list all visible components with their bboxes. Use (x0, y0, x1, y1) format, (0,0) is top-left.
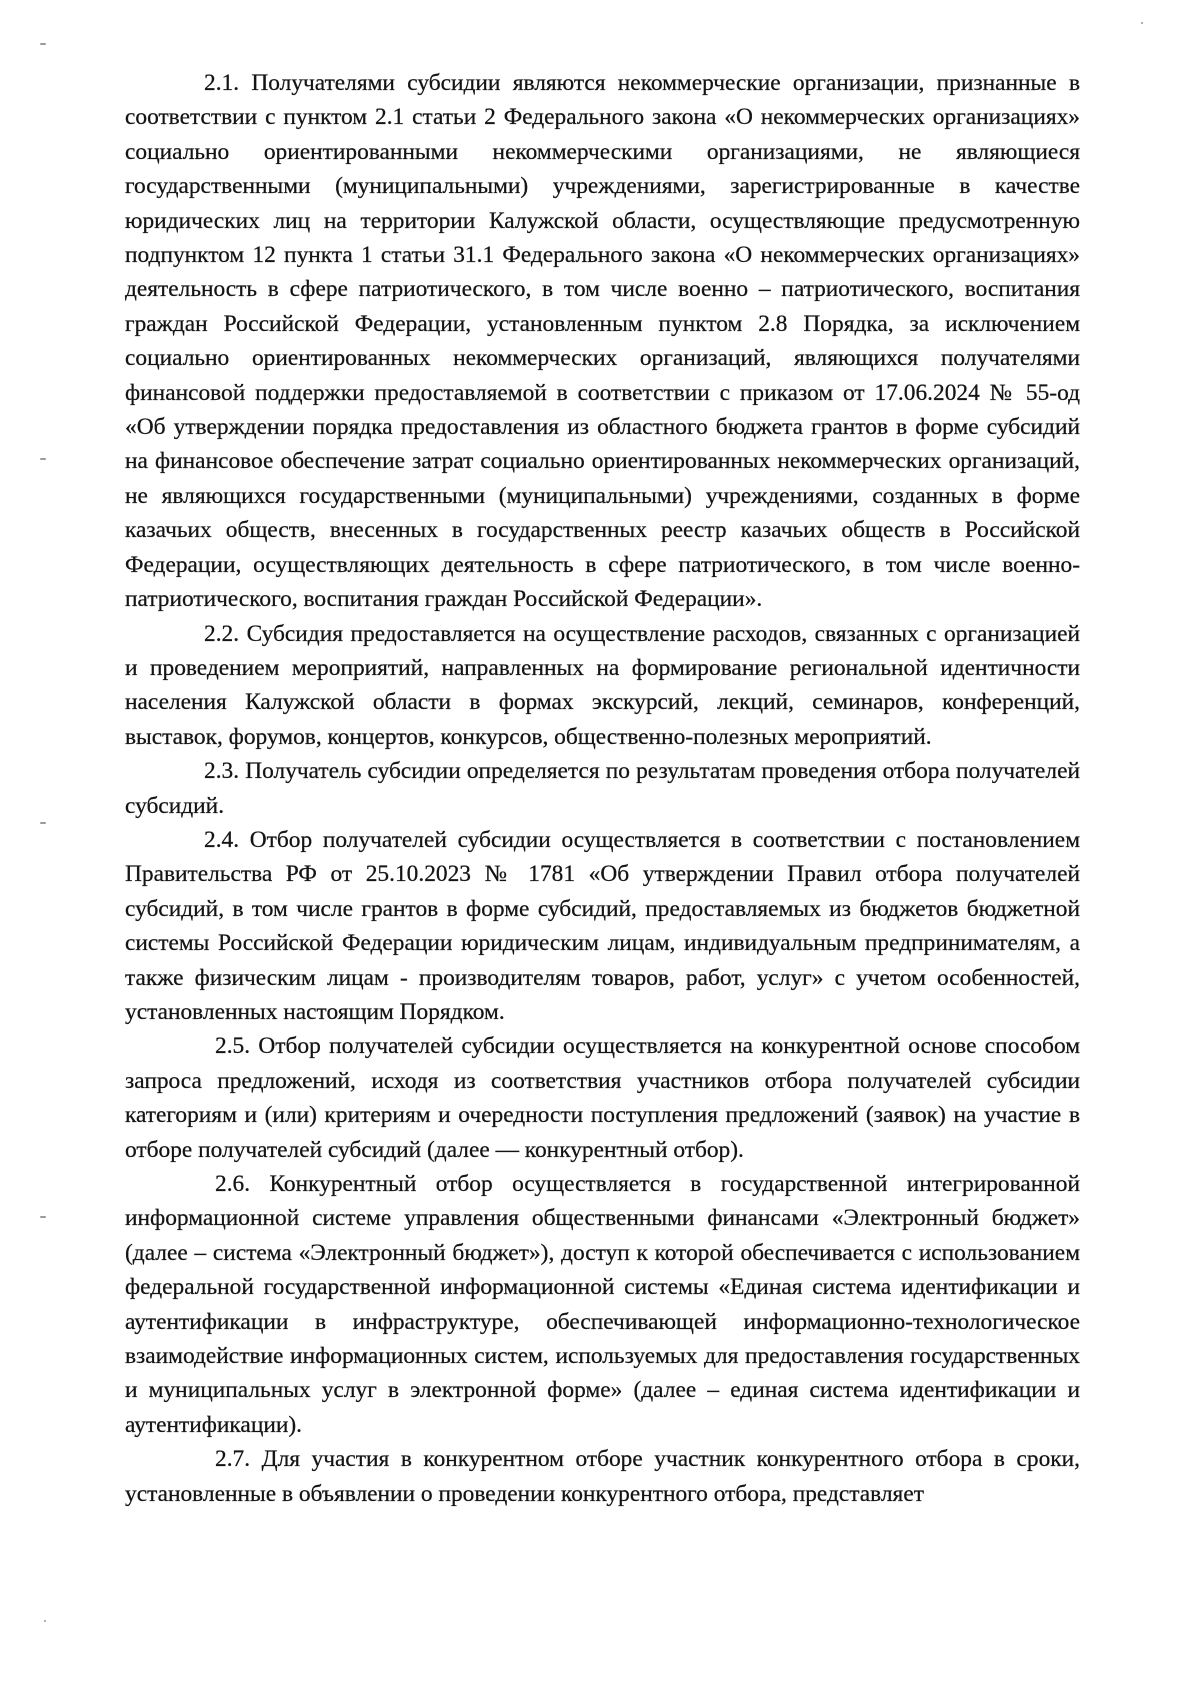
paragraph-2-2: 2.2. Субсидия предоставляется на осуществление расходов, связанных с организацией и проведением мероприятий, направленных на формирование региональной идентичности населения Калужской области в формах экскурсий, лекций, семинаров, конференций, выставок, форумов, концертов, конкурсов, общественно-полезных мероприятий. (125, 620, 1080, 750)
scan-mark (40, 43, 46, 45)
scan-mark (1141, 22, 1143, 24)
scan-mark (40, 458, 46, 460)
paragraph-2-7: 2.7. Для участия в конкурентном отборе участник конкурентного отбора в сроки, установленные в объявлении о проведении конкурентного отбора, представляет (125, 1446, 1080, 1507)
paragraph-2-6: 2.6. Конкурентный отбор осуществляется в государственной интегрированной информационной системе управления общественными финансами «Электронный бюджет» (далее – система «Электронный бюджет»), доступ к которой обеспечивается с использованием федеральной государственной информационной системы «Единая система идентификации и аутентификации в инфраструктуре, обеспечивающей информационно-технологическое взаимодействие информационных систем, используемых для предоставления государственных и муниципальных услуг в электронной форме» (далее – единая система идентификации и аутентификации). (125, 1171, 1080, 1438)
paragraph-2-1: 2.1. Получателями субсидии являются некоммерческие организации, признанные в соответствии с пунктом 2.1 статьи 2 Федерального закона «О некоммерческих организациях» социально ориентированными некоммерческими организациями, не являющиеся государственными (муниципальными) учреждениями, зарегистрированные в качестве юридических лиц на территории Калужской области, осуществляющие предусмотренную подпунктом 12 пункта 1 статьи 31.1 Федерального закона «О некоммерческих организациях» деятельность в сфере патриотического, в том числе военно – патриотического, воспитания граждан Российской Федерации, установленным пунктом 2.8 Порядка, за исключением социально ориентированных некоммерческих организаций, являющихся получателями финансовой поддержки предоставляемой в соответствии с приказом от 17.06.2024 № 55-од «Об утверждении порядка предоставления из областного бюджета грантов в форме субсидий на финансовое обеспечение затрат социально ориентированных некоммерческих организаций, не являющихся государственными (муниципальными) учреждениями, созданных в форме казачьих обществ, внесенных в государственных реестр казачьих обществ в Российской Федерации, осуществляющих деятельность в сфере патриотического, в том числе военно-патриотического, воспитания граждан Российской Федерации». (125, 70, 1080, 613)
paragraph-2-5: 2.5. Отбор получателей субсидии осуществляется на конкурентной основе способом запроса предложений, исходя из соответствия участников отбора получателей субсидии категориям и (или) критериям и очередности поступления предложений (заявок) на участие в отборе получателей субсидий (далее — конкурентный отбор). (125, 1033, 1080, 1163)
scan-mark (40, 1216, 46, 1218)
scan-mark (44, 1620, 46, 1622)
scan-mark (40, 822, 46, 824)
document-body (125, 66, 1080, 1511)
paragraph-2-3: 2.3. Получатель субсидии определяется по результатам проведения отбора получателей субсидий. (125, 758, 1080, 819)
paragraph-2-4: 2.4. Отбор получателей субсидии осуществляется в соответствии с постановлением Правительства РФ от 25.10.2023 № 1781 «Об утверждении Правил отбора получателей субсидий, в том числе грантов в форме субсидий, предоставляемых из бюджетов бюджетной системы Российской Федерации юридическим лицам, индивидуальным предпринимателям, а также физическим лицам - производителям товаров, работ, услуг» с учетом особенностей, установленных настоящим Порядком. (125, 826, 1080, 1025)
